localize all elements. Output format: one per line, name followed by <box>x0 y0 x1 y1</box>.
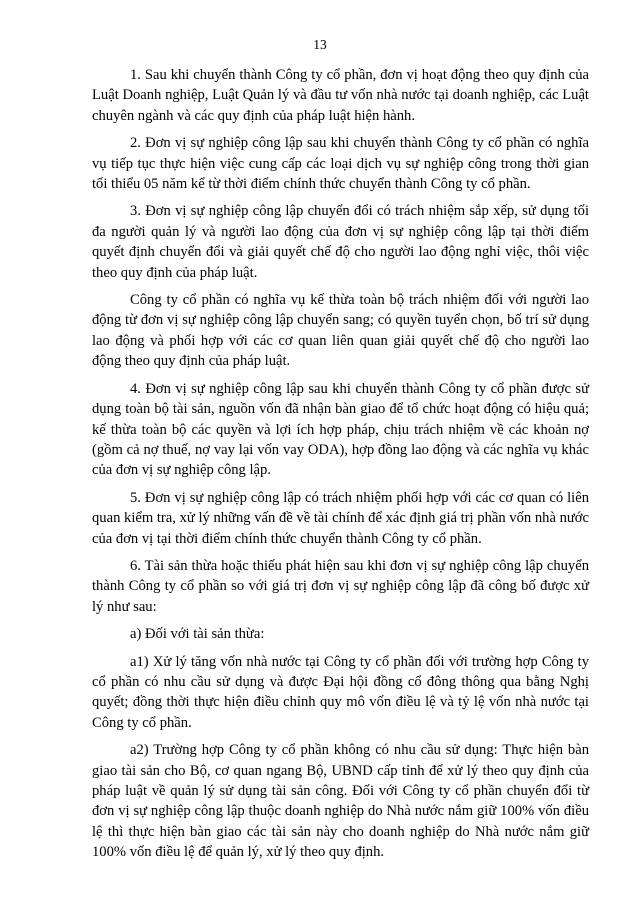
paragraph-6a2: a2) Trường hợp Công ty cổ phần không có nhu cầu sử dụng: Thực hiện bàn giao tài sản cho Bộ, cơ quan ngang Bộ, UBND cấp tỉnh để xử lý theo quy định của pháp luật về quản lý sử dụng tài sản công. Đối với Công ty cổ phần chuyển đổi từ đơn vị sự nghiệp công lập thuộc doanh nghiệp do Nhà nước nắm giữ 100% vốn điều lệ thì thực hiện bàn giao các tài sản này cho doanh nghiệp do Nhà nước nắm giữ 100% vốn điều lệ để quản lý, xử lý theo quy định. <box>92 742 589 861</box>
paragraph-6a: a) Đối với tài sản thừa: <box>130 626 265 643</box>
paragraph-6: 6. Tài sản thừa hoặc thiếu phát hiện sau khi đơn vị sự nghiệp công lập chuyển thành Công ty cổ phần so với giá trị đơn vị sự nghiệp công lập đã công bố được xử lý như sau: <box>92 557 589 615</box>
paragraph-6a1: a1) Xử lý tăng vốn nhà nước tại Công ty cổ phần đối với trường hợp Công ty cổ phần có nhu cầu sử dụng và được Đại hội đồng cổ đông thông qua bằng Nghị quyết; đồng thời thực hiện điều chỉnh quy mô vốn điều lệ và tỷ lệ vốn nhà nước tại Công ty cổ phần. <box>92 653 589 731</box>
document-body <box>92 65 589 863</box>
page-number: 13 <box>313 37 327 52</box>
paragraph-4: 4. Đơn vị sự nghiệp công lập sau khi chuyển thành Công ty cổ phần được sử dụng toàn bộ tài sản, nguồn vốn đã nhận bàn giao để tổ chức hoạt động có hiệu quả; kế thừa toàn bộ các quyền và lợi ích hợp pháp, chịu trách nhiệm về các khoản nợ (gồm cả nợ thuế, nợ vay lại vốn vay ODA), hợp đồng lao động và các nghĩa vụ khác của đơn vị sự nghiệp công lập. <box>92 380 589 479</box>
paragraph-3-continued: Công ty cổ phần có nghĩa vụ kế thừa toàn bộ trách nhiệm đối với người lao động từ đơn vị sự nghiệp công lập chuyển sang; có quyền tuyển chọn, bố trí sử dụng lao động và phối hợp với các cơ quan liên quan giải quyết chế độ cho người lao động theo quy định của pháp luật. <box>92 292 589 370</box>
paragraph-1: 1. Sau khi chuyển thành Công ty cổ phần, đơn vị hoạt động theo quy định của Luật Doanh nghiệp, Luật Quản lý và đầu tư vốn nhà nước tại doanh nghiệp, các Luật chuyên ngành và các quy định của pháp luật hiện hành. <box>92 67 589 124</box>
paragraph-5: 5. Đơn vị sự nghiệp công lập có trách nhiệm phối hợp với các cơ quan có liên quan kiểm tra, xử lý những vấn đề về tài chính để xác định giá trị phần vốn nhà nước của đơn vị tại thời điểm chính thức chuyển thành Công ty cổ phần. <box>92 489 589 547</box>
paragraph-2: 2. Đơn vị sự nghiệp công lập sau khi chuyển thành Công ty cổ phần có nghĩa vụ tiếp tục thực hiện việc cung cấp các loại dịch vụ sự nghiệp công trong thời gian tối thiểu 05 năm kể từ thời điểm chính thức chuyển thành Công ty cổ phần. <box>92 135 589 193</box>
paragraph-3: 3. Đơn vị sự nghiệp công lập chuyển đổi có trách nhiệm sắp xếp, sử dụng tối đa người quản lý và người lao động của đơn vị sự nghiệp công lập tại thời điểm quyết định chuyển đổi và giải quyết chế độ cho người lao động nghỉ việc, thôi việc theo quy định của pháp luật. <box>92 203 589 281</box>
